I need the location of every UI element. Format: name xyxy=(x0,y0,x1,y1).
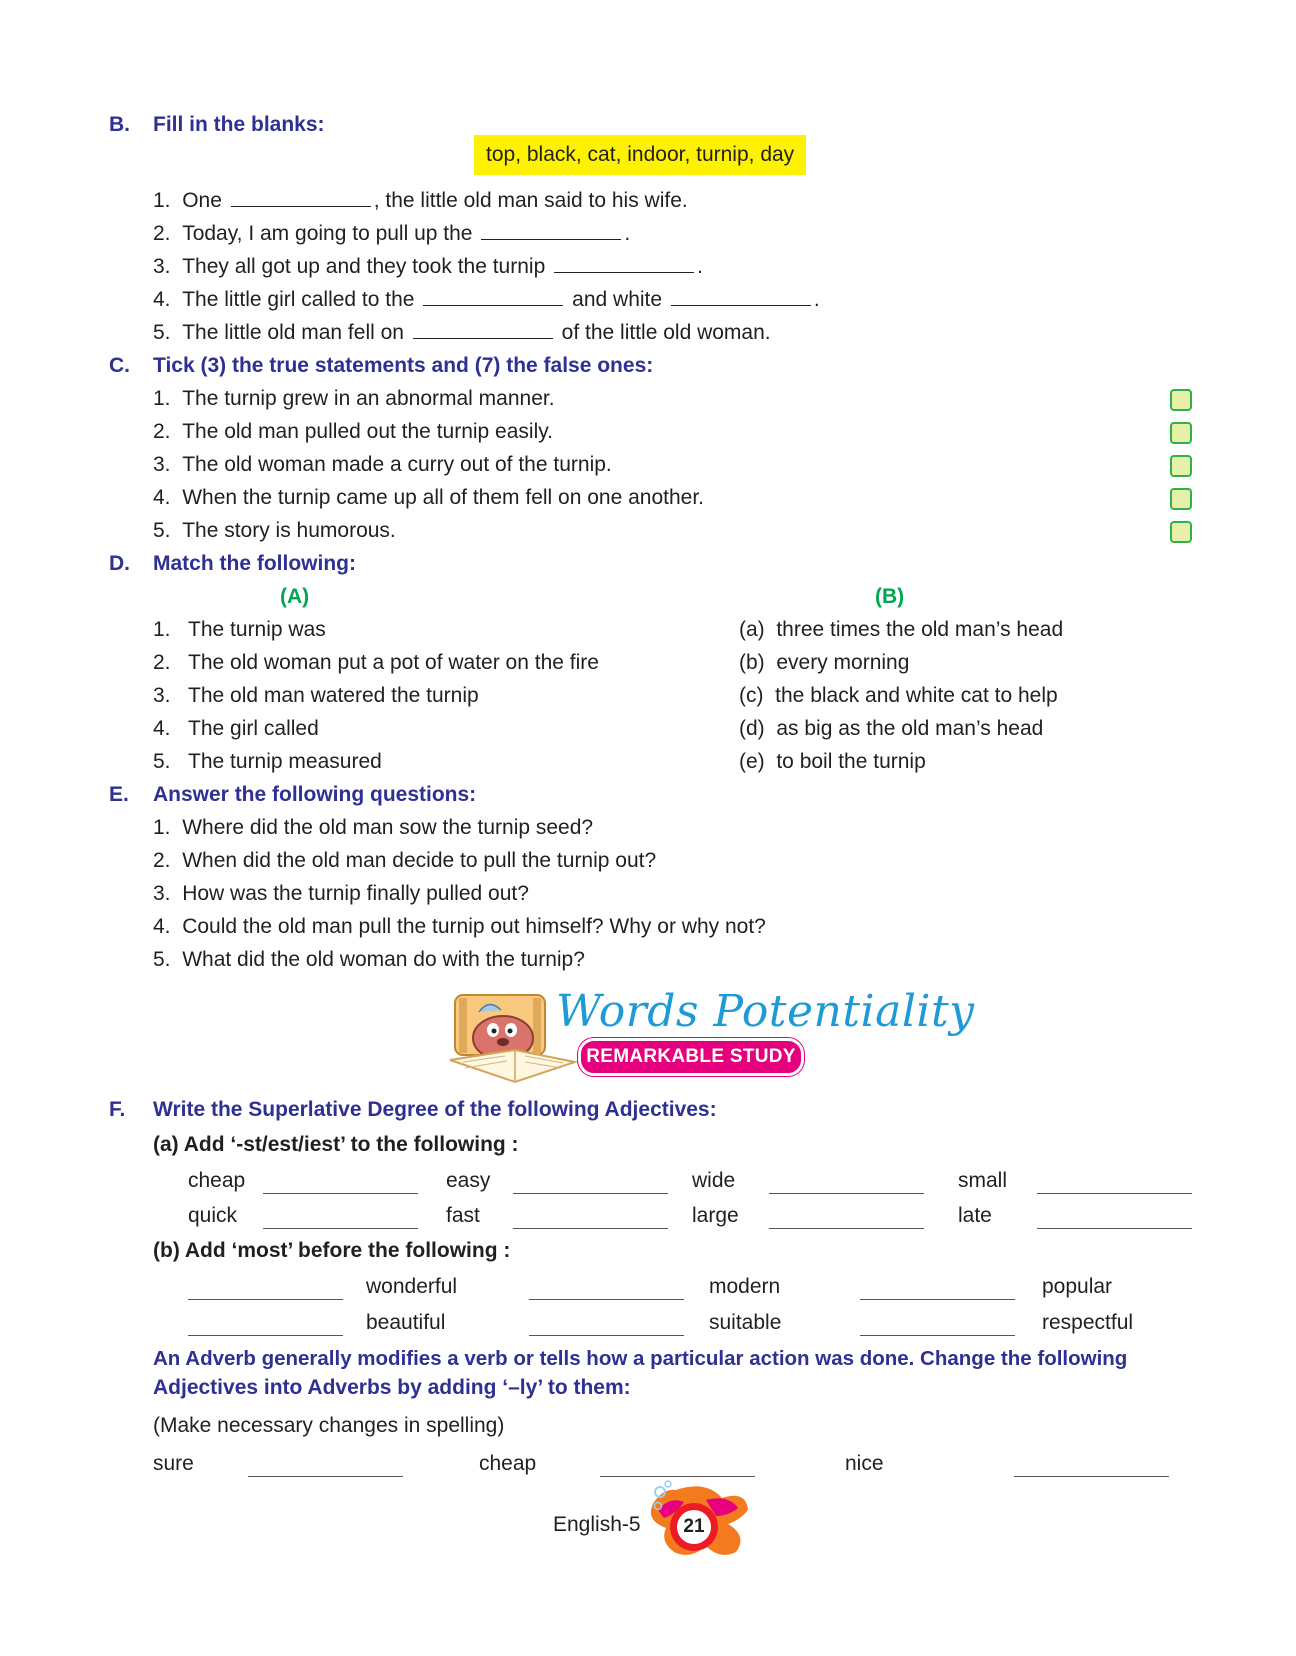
tick-item-2: 2. The old man pulled out the turnip easily. xyxy=(153,420,554,443)
answer-line[interactable] xyxy=(248,1475,403,1477)
tick-box[interactable] xyxy=(1170,488,1192,510)
adjective-word: quick xyxy=(188,1204,238,1227)
tick-item-5: 5. The story is humorous. xyxy=(153,519,396,542)
adverb-word: cheap xyxy=(479,1452,537,1475)
blank[interactable] xyxy=(671,287,811,306)
match-right-a: (a) three times the old man’s head xyxy=(739,618,1064,641)
tick-box[interactable] xyxy=(1170,422,1192,444)
fill-item-5: 5. The little old man fell on of the little old woman. xyxy=(153,321,771,344)
question-3: 3. How was the turnip finally pulled out? xyxy=(153,882,529,905)
section-f-title: Write the Superlative Degree of the following Adjectives: xyxy=(153,1098,717,1121)
match-right-c: (c) the black and white cat to help xyxy=(739,684,1058,707)
adjective-word: cheap xyxy=(188,1169,246,1192)
book-label: English-5 xyxy=(553,1513,641,1536)
section-e-title: Answer the following questions: xyxy=(153,783,477,806)
tick-box[interactable] xyxy=(1170,389,1192,411)
match-right-b: (b) every morning xyxy=(739,651,910,674)
question-5: 5. What did the old woman do with the turnip? xyxy=(153,948,585,971)
match-left-5: 5. The turnip measured xyxy=(153,750,382,773)
tick-item-3: 3. The old woman made a curry out of the turnip. xyxy=(153,453,612,476)
match-left-2: 2. The old woman put a pot of water on the fire xyxy=(153,651,599,674)
page-number: 21 xyxy=(683,1516,705,1537)
match-right-d: (d) as big as the old man’s head xyxy=(739,717,1044,740)
blank[interactable] xyxy=(554,254,694,273)
answer-line[interactable] xyxy=(769,1227,924,1229)
fill-item-4: 4. The little girl called to the and white . xyxy=(153,288,820,311)
answer-line[interactable] xyxy=(513,1192,668,1194)
adverb-note: (Make necessary changes in spelling) xyxy=(153,1414,505,1437)
answer-line[interactable] xyxy=(1037,1192,1192,1194)
section-b-letter: B. xyxy=(109,113,130,136)
answer-line[interactable] xyxy=(513,1227,668,1229)
section-c-letter: C. xyxy=(109,354,130,377)
section-d-letter: D. xyxy=(109,552,130,575)
section-e-letter: E. xyxy=(109,783,129,806)
answer-line[interactable] xyxy=(769,1192,924,1194)
blank[interactable] xyxy=(423,287,563,306)
answer-line[interactable] xyxy=(600,1475,755,1477)
column-b-heading: (B) xyxy=(875,585,905,608)
adjective-word: wide xyxy=(692,1169,736,1192)
column-a-heading: (A) xyxy=(280,585,310,608)
adjective-word: modern xyxy=(709,1275,781,1298)
adverb-instruction-line-2: Adjectives into Adverbs by adding ‘–ly’ to them: xyxy=(153,1376,631,1399)
blank[interactable] xyxy=(231,188,371,207)
banner-script-title: Words Potentiality xyxy=(556,986,975,1037)
fill-item-1: 1. One , the little old man said to his wife. xyxy=(153,189,688,212)
tick-box[interactable] xyxy=(1170,521,1192,543)
adverb-word: sure xyxy=(153,1452,194,1475)
adjective-word: suitable xyxy=(709,1311,782,1334)
tick-box[interactable] xyxy=(1170,455,1192,477)
match-left-3: 3. The old man watered the turnip xyxy=(153,684,479,707)
adjective-word: large xyxy=(692,1204,739,1227)
banner-pill: REMARKABLE STUDY xyxy=(578,1038,804,1076)
adjective-word: beautiful xyxy=(366,1311,446,1334)
question-2: 2. When did the old man decide to pull the turnip out? xyxy=(153,849,657,872)
tick-item-1: 1. The turnip grew in an abnormal manner. xyxy=(153,387,555,410)
answer-line[interactable] xyxy=(1037,1227,1192,1229)
match-left-1: 1. The turnip was xyxy=(153,618,326,641)
adverb-word: nice xyxy=(845,1452,884,1475)
answer-line[interactable] xyxy=(860,1334,1015,1336)
adverb-instruction-line-1: An Adverb generally modifies a verb or tells how a particular action was done. Change the following xyxy=(153,1347,1128,1370)
adjective-word: fast xyxy=(446,1204,480,1227)
blank[interactable] xyxy=(481,221,621,240)
section-b-title: Fill in the blanks: xyxy=(153,113,325,136)
answer-line[interactable] xyxy=(1014,1475,1169,1477)
fill-item-3: 3. They all got up and they took the turnip . xyxy=(153,255,703,278)
match-left-4: 4. The girl called xyxy=(153,717,319,740)
blank[interactable] xyxy=(413,320,553,339)
section-d-title: Match the following: xyxy=(153,552,356,575)
question-4: 4. Could the old man pull the turnip out himself? Why or why not? xyxy=(153,915,766,938)
answer-line[interactable] xyxy=(188,1298,343,1300)
question-1: 1. Where did the old man sow the turnip seed? xyxy=(153,816,594,839)
section-c-title: Tick (3) the true statements and (7) the false ones: xyxy=(153,354,654,377)
match-right-e: (e) to boil the turnip xyxy=(739,750,926,773)
word-box: top, black, cat, indoor, turnip, day xyxy=(474,135,806,175)
answer-line[interactable] xyxy=(263,1192,418,1194)
fill-item-2: 2. Today, I am going to pull up the . xyxy=(153,222,631,245)
answer-line[interactable] xyxy=(188,1334,343,1336)
adjective-word: easy xyxy=(446,1169,491,1192)
adjective-word: popular xyxy=(1042,1275,1113,1298)
adjective-word: late xyxy=(958,1204,992,1227)
answer-line[interactable] xyxy=(529,1298,684,1300)
answer-line[interactable] xyxy=(860,1298,1015,1300)
answer-line[interactable] xyxy=(263,1227,418,1229)
tick-item-4: 4. When the turnip came up all of them fell on one another. xyxy=(153,486,705,509)
sub-b-heading: (b) Add ‘most’ before the following : xyxy=(153,1239,511,1262)
answer-line[interactable] xyxy=(529,1334,684,1336)
section-f-letter: F. xyxy=(109,1098,126,1121)
adjective-word: respectful xyxy=(1042,1311,1134,1334)
adjective-word: wonderful xyxy=(366,1275,458,1298)
sub-a-heading: (a) Add ‘-st/est/iest’ to the following : xyxy=(153,1133,519,1156)
adjective-word: small xyxy=(958,1169,1008,1192)
